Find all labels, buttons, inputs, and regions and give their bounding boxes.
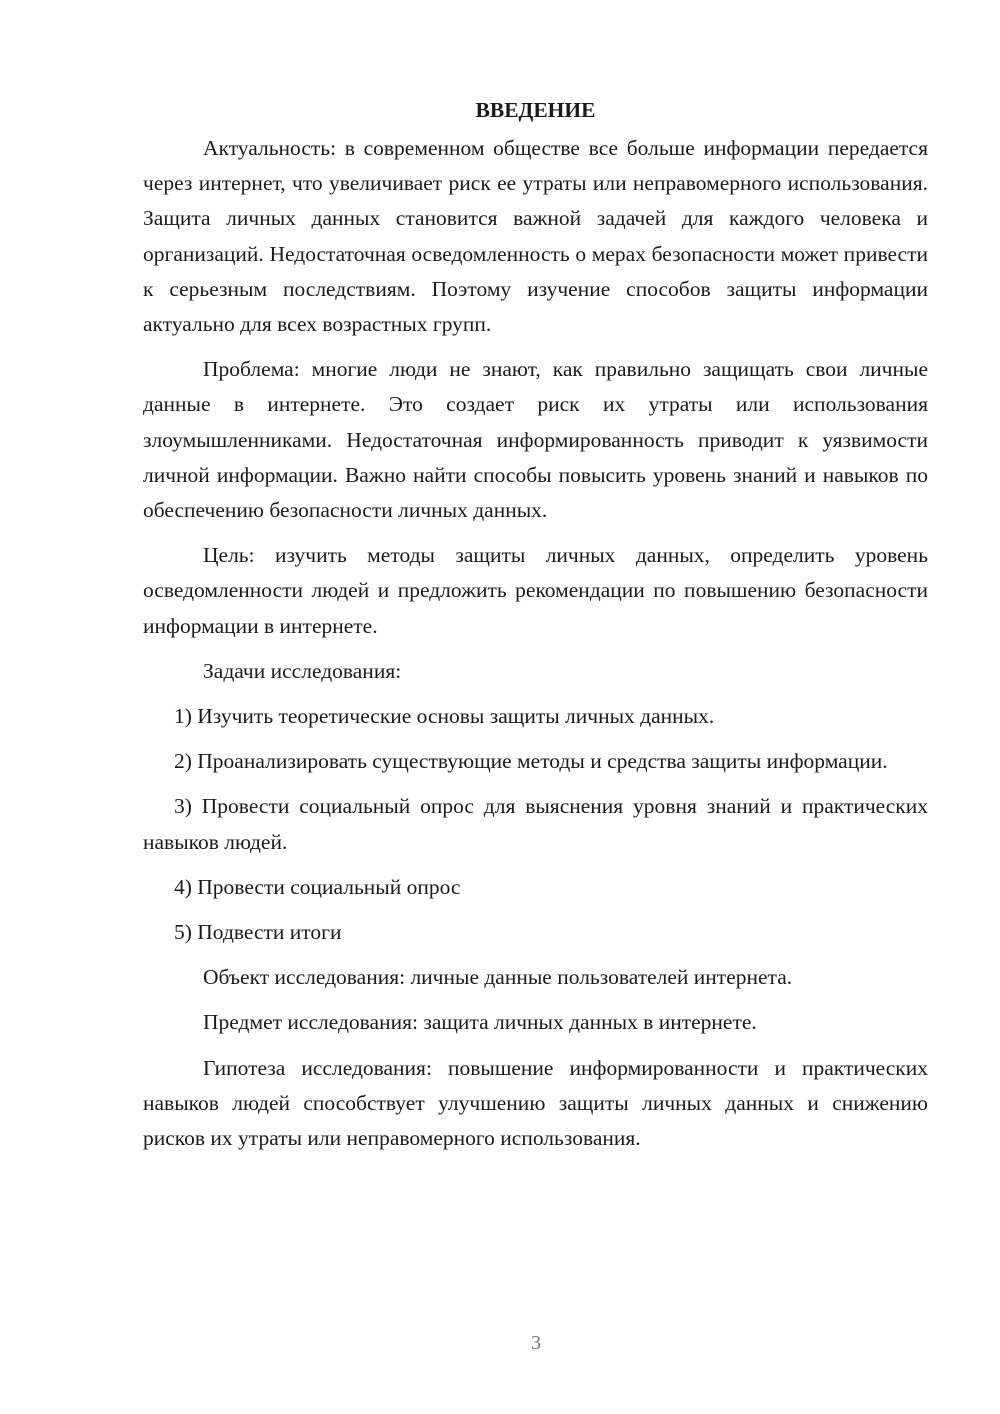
task-item: 1) Изучить теоретические основы защиты личных данных.: [174, 704, 715, 729]
task-item: 2) Проанализировать существующие методы и средства защиты информации.: [174, 749, 888, 774]
page-number: 3: [531, 1332, 541, 1354]
problem-paragraph: Проблема: многие люди не знают, как правильно защищать свои личные данные в интернете. Это создает риск их утраты или использования злоумышленниками. Недостаточная информированность приводит к уязвимости личной информации. Важно найти способы повысить уровень знаний и навыков по обеспечению безопасности личных данных.: [143, 357, 928, 523]
subject-paragraph: Предмет исследования: защита личных данных в интернете.: [203, 1010, 757, 1035]
object-paragraph: Объект исследования: личные данные пользователей интернета.: [203, 965, 793, 990]
task-item: 5) Подвести итоги: [174, 920, 342, 945]
relevance-paragraph: Актуальность: в современном обществе все больше информации передается через интернет, что увеличивает риск ее утраты или неправомерного использования. Защита личных данных становится важной задачей для каждого человека и организаций. Недостаточная осведомленность о мерах безопасности может привести к серьезным последствиям. Поэтому изучение способов защиты информации актуально для всех возрастных групп.: [143, 136, 928, 337]
task-item: 4) Провести социальный опрос: [174, 874, 461, 899]
hypothesis-paragraph: Гипотеза исследования: повышение информированности и практических навыков людей способствует улучшению защиты личных данных и снижению рисков их утраты или неправомерного использования.: [143, 1055, 928, 1151]
document-page: [143, 92, 928, 1166]
section-heading: ВВЕДЕНИЕ: [475, 98, 596, 122]
goal-paragraph: Цель: изучить методы защиты личных данных, определить уровень осведомленности людей и предложить рекомендации по повышению безопасности информации в интернете.: [143, 543, 928, 638]
task-item: 3) Провести социальный опрос для выяснения уровня знаний и практических навыков людей.: [143, 794, 928, 854]
tasks-title: Задачи исследования:: [203, 658, 402, 683]
tasks-list: [143, 699, 928, 950]
